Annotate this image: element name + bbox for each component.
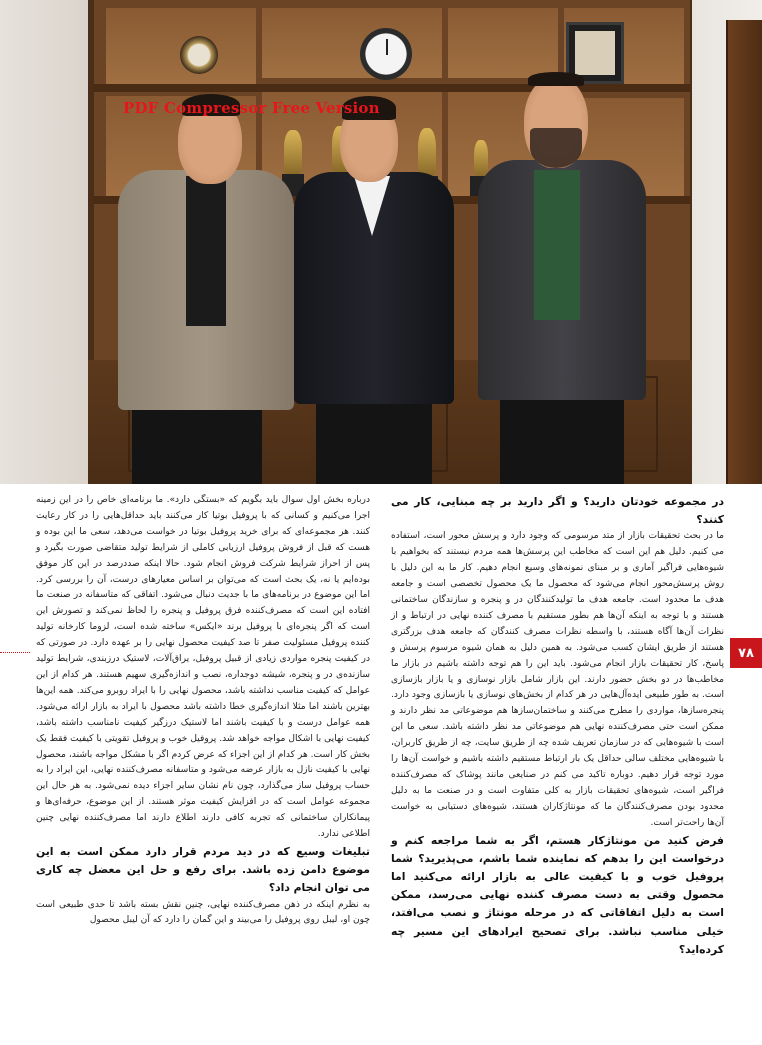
trophy-icon <box>474 140 488 176</box>
interview-answer: ما در بحث تحقیقات بازار از متد مرسومی که وجود دارد و پرسش محور است، استفاده می کنیم. دلیل هم این است که مخاطب این پرسش‌ها همه مردم نیستند که بخواهیم با شیوه‌هایی فراگیر آماری و بر مبنای نمونه‌های وسیع انجام دهیم. کار ما به این دلیل با روش پرسش‌محور انجام می‌شود که محصول ما یک محصول تخصصی است و جامعه هدف ما محدود است. جامعه هدف ما تولیدکنندگان در و پنجره و سازندگان ساختمانی هستند و با توجه به اینکه آن‌ها هم بطور مستقیم با مصرف کننده نهایی در ارتباط و از نظرات آن‌ها آگاه هستند، با واسطه نظرات مصرف کنندگان که جامعه هدف بزرگتری هستند از طریق ایشان کسب می‌شود. به همین دلیل به همان شیوه مرسوم پرسش و پاسخ، کار تحقیقات بازار انجام می‌شود. باید این را هم توجه داشته باشیم در بازار ما مخاطب‌ها در دو بخش حضور دارند. این بازار شامل بازار نوسازی و یا بازار بازسازی است. به طور طبیعی ایده‌آل‌هایی در هر کدام از بخش‌های نوسازی یا بازسازی وجود دارد. پنجره‌سازها، مواردی را مطرح می‌کنند و ساختمان‌سازها هم موضوعاتی مد نظر دارند و ممکن است حتی مصرف‌کننده نهایی هم موضوعاتی مد نظر داشته باشد. سعی ما این است با شیوه‌هایی که در سازمان تعریف شده چه از طریق سایت، چه از طریق کاربران، با شیوه‌هایی مختلف سالی حداقل یک بار ارتباط مستقیم داشته باشیم و خواست آن‌ها را مورد توجه قرار دهیم. دوباره تاکید می کنم در صنایعی مانند پوشاک که مصرف‌کننده فراگیر است، شیوه‌های تحقیقات بازار به کلی متفاوت است و در صنعت ما به دلیل محدود بودن مصرف‌کنندگان ما که مونتاژکاران هستند، شیوه‌های دستیابی به خواست آن‌ها راحت‌تر است. <box>391 531 724 828</box>
interview-question: در مجموعه خودتان دارید؟ و اگر دارید بر چه مبنایی، کار می کنند؟ <box>391 495 724 527</box>
article-column-left <box>36 493 370 929</box>
interview-answer: درباره بخش اول سوال باید بگویم که «بستگی دارد». ما برنامه‌ای خاص را در این زمینه اجرا می‌کنیم و کسانی که با پروفیل بوتیا کار می‌کنند باید حداقل‌هایی را در کار رعایت کنند. هر مجموعه‌ای که برای خرید پروفیل بوتیا در خواست می‌دهد، سعی ما این بوده و هست که قبل از فروش پروفیل ارزیابی کاملی از شرایط تولید متقاضی صورت بگیرد و پس از احراز شرایط شرکت فروش انجام شود. حالا اینکه صددرصد در این کار موفق بوده‌ایم یا نه، یک بحث است که می‌توان بر اساس معیارهای درست، آن را بررسی کرد. اما این موضوع در برنامه‌های ما با جدیت دنبال می‌شود. اتفاقی که متاسفانه در صنعت ما افتاده این است که مصرف‌کننده فرق پروفیل و پنجره را لحاظ نمی‌کند و تصورش این است که اگر پنجره‌ای با پروفیل برند «ایکس» ساخته شده است، لزوما کارخانه تولید کننده پروفیل مسئولیت صفر تا صد کیفیت محصول نهایی را بر عهده دارد. در صورتی که در کیفیت پنجره مواردی زیادی از قبیل پروفیل، یراق‌آلات، لاستیک درزبندی، شرایط تولید سازنده‌ی در و پنجره، شیشه دوجداره، نصب و اندازه‌گیری سهیم هستند. هر کدام از این عوامل که کیفیت مناسب نداشته باشد، محصول نهایی را با ایراد روبرو می‌کند. همه این‌ها بهترین باشند اما مثلا اندازه‌گیری خطا داشته باشد محصول با ایراد به بازار ارائه می‌شود. همه عوامل درست و با کیفیت باشند اما لاستیک درزگیر کیفیت نامناسب داشته باشد، کیفیت نهایی با اشکال مواجه خواهد شد. پروفیل خوب و پروفیل تقویتی با کیفیت فقط یک بخش کار است. هر کدام از این اجزاء که عرض کردم اگر با مشکل مواجه باشند، محصول نهایی با کیفیت نازل به بازار عرضه می‌شود و متاسفانه مصرف‌کننده نهایی، این ایراد را به حساب پروفیل ساز می‌گذارد، چون نام نشان سایر اجزاء دیده نمی‌شود. به هر حال این مجموعه عوامل است که در افزایش کیفیت موثر هستند. از این موضوع، حرفه‌ای‌ها و پیمانکاران ساختمانی که تجربه کافی دارند اطلاع دارند اما مصرف‌کننده نهایی چنین اطلاعی ندارد. <box>36 495 370 840</box>
interview-photo <box>0 0 762 484</box>
trophy-icon <box>284 130 302 174</box>
trophy-icon <box>418 128 436 176</box>
page-edge-dots <box>0 652 30 653</box>
page-number: ۷۸ <box>730 638 762 668</box>
article-column-right <box>391 493 724 959</box>
award-plate-icon <box>180 36 218 74</box>
interview-question: فرض کنید من مونتاژکار هستم، اگر به شما مراجعه کنم و درخواست این را بدهم که نماینده شما باشم، می‌پذیرید؟ شما پروفیل خوب و با کیفیت عالی به بازار ارائه می‌کنید اما محصول وقتی به دست مصرف کننده نهایی می‌رسد، ممکن است به دلیل اتفاقاتی که در مرحله مونتاژ و نصب می‌افتد، خیلی مناسب نباشد. برای تصحیح ایرادهای این مسیر چه کرده‌اید؟ <box>391 833 724 956</box>
interview-question: تبلیغات وسیع که در دید مردم قرار دارد ممکن است به این موضوع دامن زده باشد. برای رفع و حل این معضل چه کاری می توان انجام داد؟ <box>36 844 370 895</box>
door <box>726 20 762 484</box>
wall-left <box>0 0 95 484</box>
watermark: PDF Compressor Free Version <box>123 99 380 117</box>
interview-answer: به نظرم اینکه در ذهن مصرف‌کننده نهایی، چنین نقش بسته باشد تا حدی طبیعی است چون او، لیبل روی پروفیل را می‌بیند و این گمان را دارد که آن لیبل محصول <box>36 899 370 926</box>
wall-clock-icon <box>360 28 412 80</box>
